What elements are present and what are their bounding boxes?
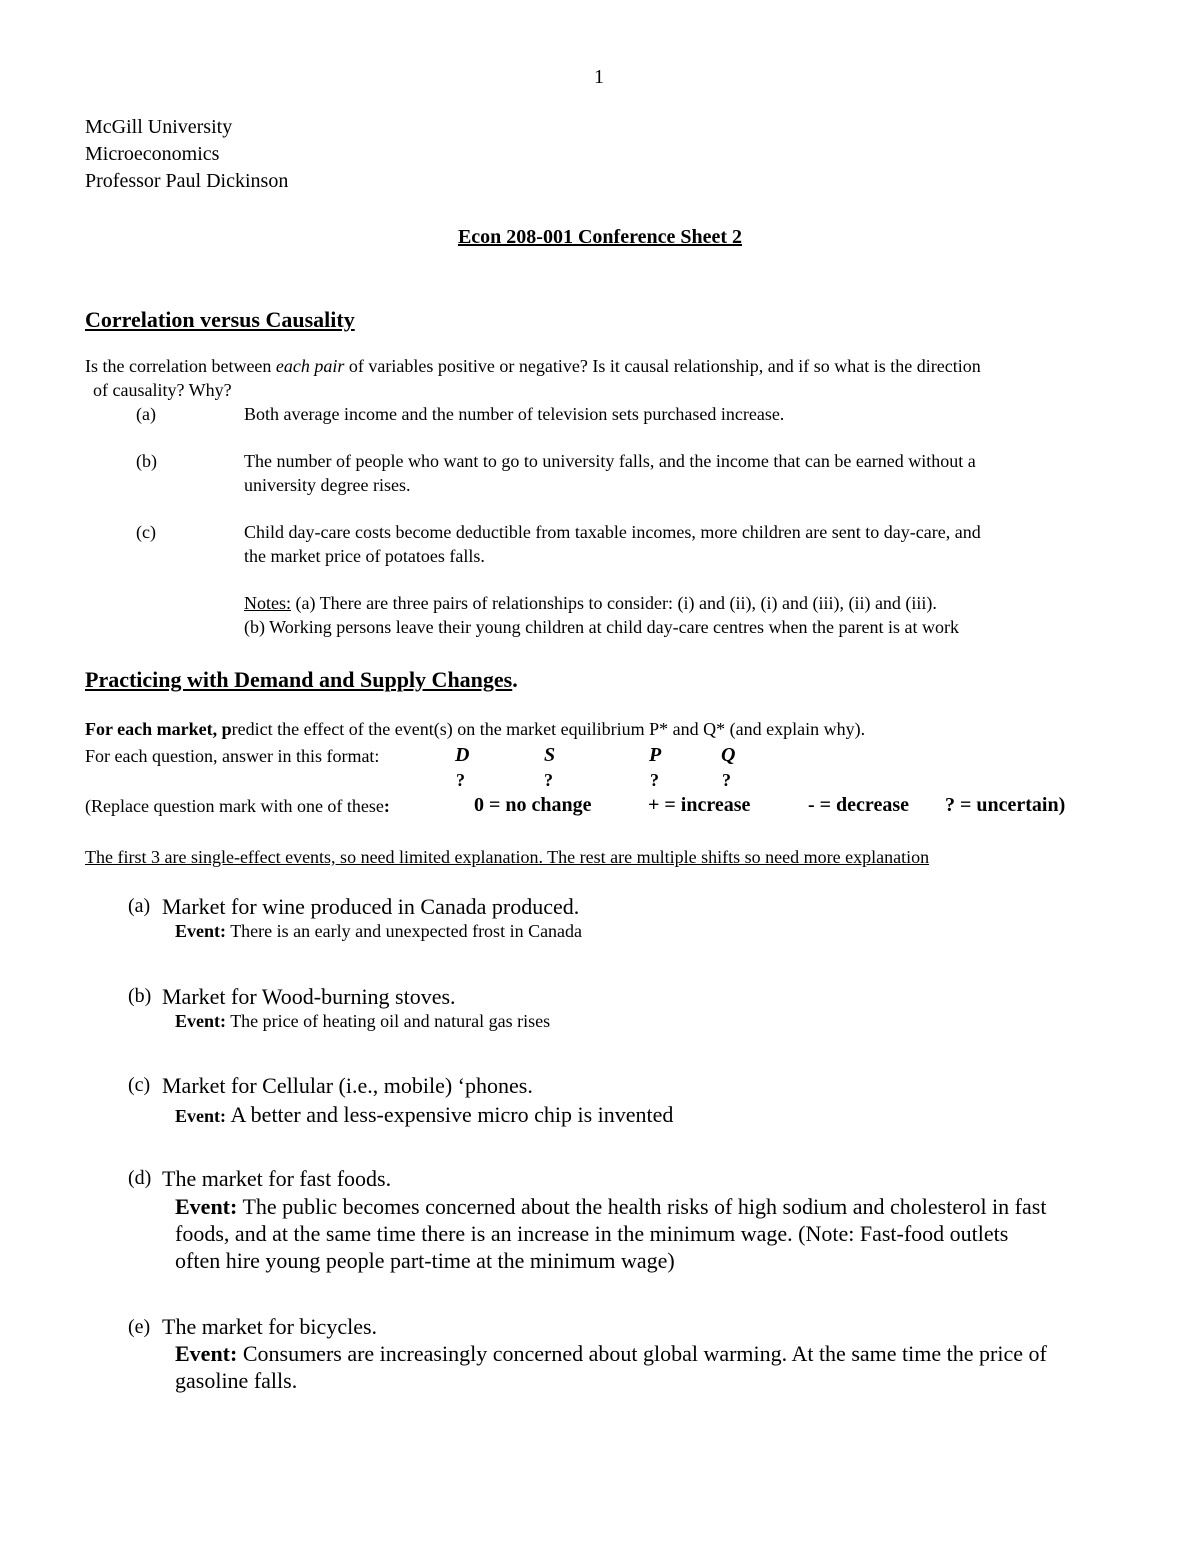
item-text: university degree rises. <box>244 475 411 495</box>
section-heading-correlation: Correlation versus Causality <box>85 307 355 332</box>
market-title: The market for fast foods. <box>162 1166 392 1191</box>
item-text: Both average income and the number of television sets purchased increase. <box>244 404 785 424</box>
option-no-change: 0 = no change <box>474 794 592 816</box>
item-label: (b) <box>136 451 157 471</box>
option-increase: + = increase <box>648 794 751 816</box>
market-title: Market for Cellular (i.e., mobile) ‘phones. <box>162 1073 533 1098</box>
market-label: (e) <box>128 1316 151 1338</box>
page-number: 1 <box>594 66 604 88</box>
market-label: (a) <box>128 895 151 917</box>
item-label: (c) <box>136 522 156 542</box>
explanation-note: The first 3 are single-effect events, so need limited explanation. The rest are multiple shifts so need more explanation <box>85 847 930 867</box>
format-mark: ? <box>650 770 659 790</box>
event-text: foods, and at the same time there is an increase in the minimum wage. (Note: Fast-food outlets <box>175 1221 1009 1246</box>
event-text: Event: The public becomes concerned about the health risks of high sodium and cholesterol in fast <box>175 1194 1047 1219</box>
item-text: Child day-care costs become deductible from taxable incomes, more children are sent to day-care, and <box>244 522 981 542</box>
market-title: Market for Wood-burning stoves. <box>162 984 456 1009</box>
format-col-d: D <box>455 744 470 766</box>
format-mark: ? <box>456 770 465 790</box>
format-label: For each question, answer in this format: <box>85 746 380 766</box>
section1-intro-line2: of causality? Why? <box>93 380 232 400</box>
format-col-q: Q <box>721 744 736 766</box>
market-title: Market for wine produced in Canada produced. <box>162 894 580 919</box>
section-heading-demand-supply: Practicing with Demand and Supply Changes. <box>85 667 518 692</box>
course-name: Microeconomics <box>85 143 220 165</box>
market-title: The market for bicycles. <box>162 1314 378 1339</box>
event-text: Event: There is an early and unexpected frost in Canada <box>175 921 583 941</box>
format-col-s: S <box>544 744 556 766</box>
professor-name: Professor Paul Dickinson <box>85 170 289 192</box>
event-text: often hire young people part-time at the minimum wage) <box>175 1248 675 1273</box>
format-mark: ? <box>544 770 553 790</box>
section1-intro: Is the correlation between each pair of variables positive or negative? Is it causal relationship, and if so what is the direction <box>85 356 981 376</box>
market-label: (b) <box>128 985 152 1007</box>
market-label: (c) <box>128 1074 151 1096</box>
item-text: The number of people who want to go to university falls, and the income that can be earned without a <box>244 451 976 471</box>
section2-instruction: For each market, predict the effect of the event(s) on the market equilibrium P* and Q* (and explain why). <box>85 719 866 739</box>
replace-label: (Replace question mark with one of these: <box>85 796 390 816</box>
notes-line1: Notes: (a) There are three pairs of relationships to consider: (i) and (ii), (i) and (iii), (ii) and (iii). <box>244 593 937 613</box>
format-mark: ? <box>722 770 731 790</box>
option-decrease: - = decrease <box>808 794 909 816</box>
item-text: the market price of potatoes falls. <box>244 546 485 566</box>
format-col-p: P <box>649 744 662 766</box>
event-text: Event: Consumers are increasingly concerned about global warming. At the same time the price of <box>175 1341 1047 1366</box>
document-title: Econ 208-001 Conference Sheet 2 <box>457 226 743 248</box>
institution-name: McGill University <box>85 116 233 138</box>
item-label: (a) <box>136 404 156 424</box>
event-text: gasoline falls. <box>175 1368 298 1393</box>
notes-line2: (b) Working persons leave their young children at child day-care centres when the parent is at work <box>244 617 959 637</box>
event-text: Event: The price of heating oil and natural gas rises <box>175 1011 551 1031</box>
event-text: Event: A better and less-expensive micro chip is invented <box>175 1102 674 1127</box>
market-label: (d) <box>128 1167 152 1189</box>
option-uncertain: ? = uncertain) <box>945 794 1066 816</box>
